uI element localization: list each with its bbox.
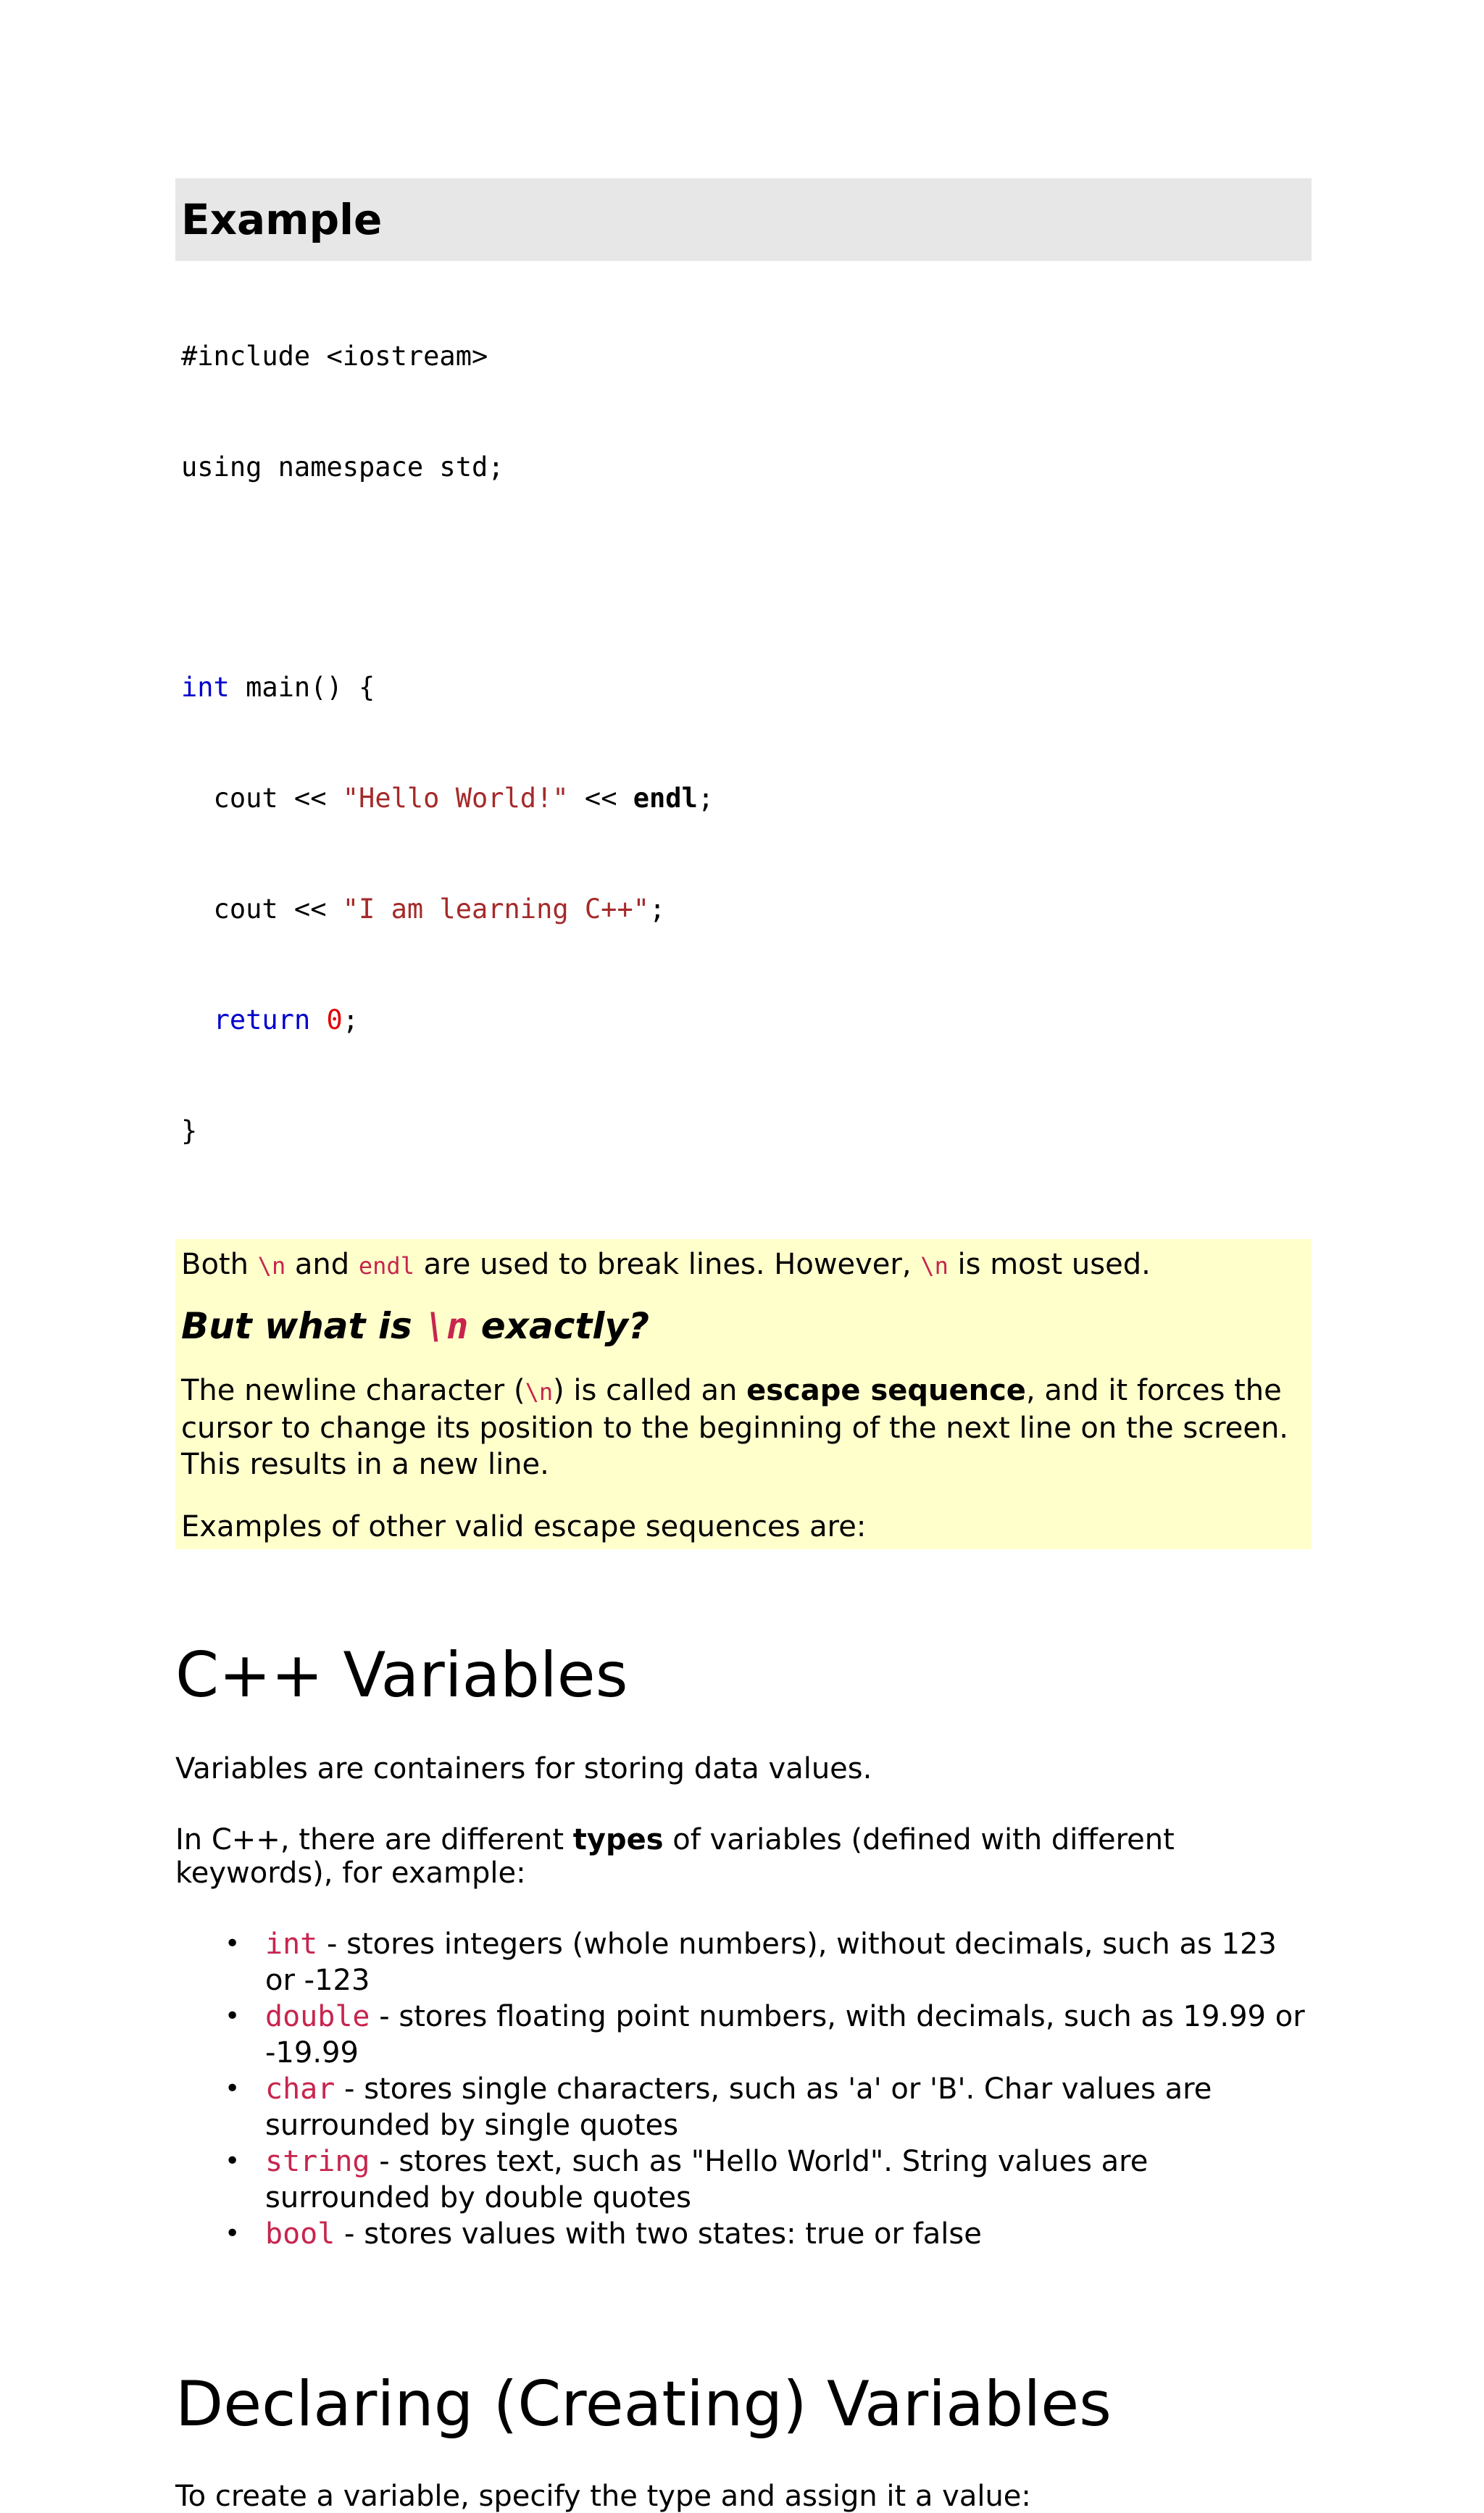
type-keyword: double [265, 2000, 370, 2033]
variables-types-paragraph [175, 1823, 1312, 1890]
code-line [181, 891, 1312, 928]
code-line [181, 669, 1312, 706]
code-text: cout << [181, 893, 343, 925]
paragraph-text: In C++, there are different [175, 1823, 573, 1856]
section-heading-declaring: Declaring (Creating) Variables [175, 2368, 1112, 2441]
note-text: ) is called an [553, 1374, 747, 1407]
variables-intro: Variables are containers for storing data values. [175, 1752, 872, 1785]
code-text: ; [342, 1004, 359, 1035]
code-text: #include <iostream> [181, 341, 488, 372]
note-text: Both [181, 1248, 258, 1281]
code-indent [181, 1004, 214, 1035]
code-string: "I am learning C++" [342, 893, 650, 925]
note-text: and [285, 1248, 359, 1281]
list-item-text: - stores floating point numbers, with decimals, such as 19.99 or -19.99 [265, 2000, 1305, 2070]
code-blank-line [181, 559, 1312, 595]
note-paragraph [181, 1372, 1306, 1483]
note-paragraph: Examples of other valid escape sequences are: [181, 1510, 867, 1543]
code-text: << [568, 783, 633, 814]
heading-text: But what is [181, 1305, 425, 1347]
bullet: • [225, 2074, 241, 2104]
code-keyword: return [213, 1004, 311, 1035]
note-box [175, 1239, 1312, 1549]
list-item [175, 2143, 1312, 2216]
code-text: } [181, 1115, 198, 1146]
bullet: • [225, 2219, 241, 2249]
code-endl: endl [633, 783, 698, 814]
heading-code: \n [425, 1305, 469, 1347]
paragraph-text: of variables (defined with different keywords), for example: [175, 1823, 1175, 1890]
inline-code: \n [920, 1252, 949, 1280]
bold-term: escape sequence [746, 1374, 1026, 1407]
list-item [175, 1999, 1312, 2071]
list-item [175, 2216, 1312, 2252]
note-text: , and it forces the cursor to change its position to the beginning of the next line on the screen. This results in a new line. [181, 1374, 1289, 1481]
type-keyword: string [265, 2145, 370, 2178]
note-text: is most used. [948, 1248, 1151, 1281]
types-list [175, 1926, 1312, 2252]
code-string: "Hello World!" [342, 783, 569, 814]
bold-term: types [572, 1823, 664, 1856]
code-keyword: int [181, 672, 230, 703]
type-keyword: char [265, 2072, 335, 2106]
declaring-intro: To create a variable, specify the type and assign it a value: [175, 2480, 1031, 2513]
heading-text: exactly? [468, 1305, 649, 1347]
code-line [181, 780, 1312, 817]
content-area [175, 178, 1312, 2513]
list-item-text: - stores integers (whole numbers), without decimals, such as 123 or -123 [265, 1928, 1277, 1997]
list-item [175, 2071, 1312, 2143]
code-line [181, 1001, 1312, 1038]
code-text: main() { [229, 672, 375, 703]
code-text: ; [649, 893, 666, 925]
list-item [175, 1926, 1312, 1999]
note-text: are used to break lines. However, [414, 1248, 921, 1281]
section-heading-variables: C++ Variables [175, 1639, 628, 1712]
code-text: using namespace std; [181, 451, 504, 483]
list-item-text: - stores single characters, such as 'a' or 'B'. Char values are surrounded by single quotes [265, 2072, 1212, 2142]
inline-code: \n [525, 1378, 554, 1406]
code-block [175, 264, 1312, 1223]
note-paragraph [181, 1246, 1306, 1284]
code-line [181, 338, 1312, 375]
type-keyword: int [265, 1928, 318, 1961]
example-header [175, 178, 1312, 261]
inline-code: \n [257, 1252, 286, 1280]
code-number: 0 [326, 1004, 343, 1035]
note-heading [181, 1304, 1306, 1348]
bullet: • [225, 2001, 241, 2031]
inline-code: endl [358, 1252, 414, 1280]
code-text: ; [697, 783, 714, 814]
list-item-text: - stores text, such as "Hello World". String values are surrounded by double quotes [265, 2145, 1149, 2214]
bullet: • [225, 2146, 241, 2176]
list-item-text: - stores values with two states: true or false [335, 2217, 982, 2251]
note-text: The newline character ( [181, 1374, 525, 1407]
example-title: Example [181, 195, 383, 244]
bullet: • [225, 1929, 241, 1959]
code-line [181, 449, 1312, 485]
code-text: cout << [181, 783, 343, 814]
code-line [181, 1112, 1312, 1149]
type-keyword: bool [265, 2217, 335, 2251]
code-space [310, 1004, 326, 1035]
